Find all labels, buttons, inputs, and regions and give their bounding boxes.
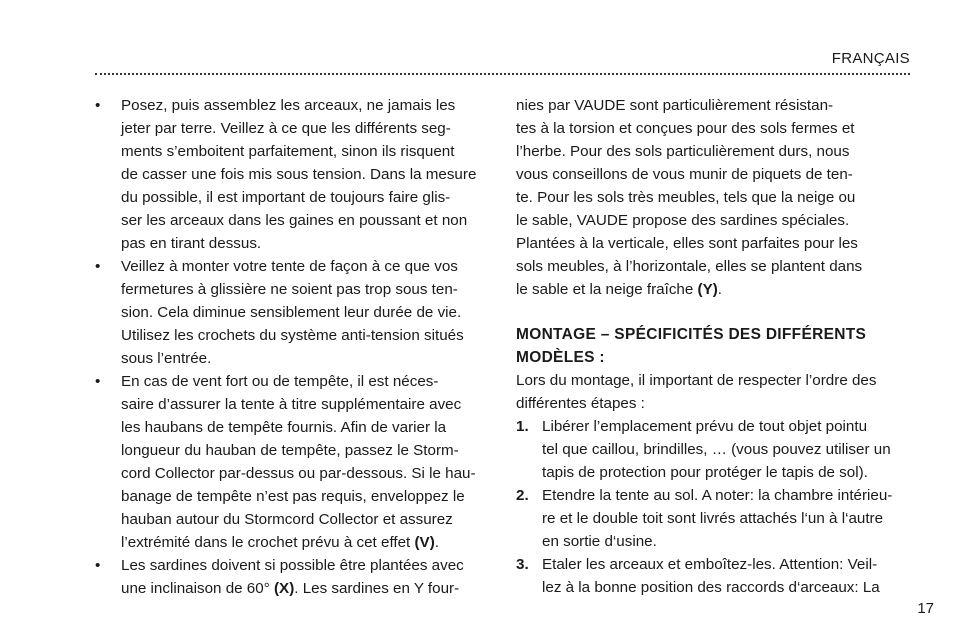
text-line: tel que caillou, brindilles, … (vous pouvez utiliser un: [542, 441, 891, 458]
text-segment: l’extrémité dans le crochet prévu à cet effet: [121, 534, 415, 551]
text-line: En cas de vent fort ou de tempête, il est néces-: [121, 373, 439, 390]
text-line: te. Pour les sols très meubles, tels que la neige ou: [516, 189, 856, 206]
bullet-item: [95, 255, 495, 370]
figure-reference: (Y): [697, 281, 718, 298]
bullet-icon: •: [95, 97, 101, 114]
text-line: [516, 278, 916, 301]
text-segment: .: [434, 534, 439, 551]
text-line: de casser une fois mis sous tension. Dans la mesure: [121, 166, 477, 183]
numbered-step: [516, 415, 916, 484]
text-line: en sortie d‘usine.: [542, 533, 657, 550]
text-line: [121, 577, 495, 600]
bullet-item: [95, 94, 495, 255]
text-line: Posez, puis assemblez les arceaux, ne jamais les: [121, 97, 456, 114]
numbered-step: [516, 553, 916, 599]
text-line: Utilisez les crochets du système anti-tension situés: [121, 327, 464, 344]
text-line: re et le double toit sont livrés attachés l‘un à l‘autre: [542, 510, 884, 527]
text-line: lez à la bonne position des raccords d‘arceaux: La: [542, 579, 880, 596]
text-line: longueur du hauban de tempête, passez le Storm-: [121, 442, 459, 459]
text-line: Etendre la tente au sol. A noter: la chambre intérieu-: [542, 487, 893, 504]
text-line: Les sardines doivent si possible être plantées avec: [121, 557, 464, 574]
figure-reference: (X): [274, 580, 295, 597]
figure-reference: (V): [414, 534, 435, 551]
text-segment: une inclinaison de 60°: [121, 580, 274, 597]
text-line: sous l’entrée.: [121, 350, 212, 367]
text-line: ments s’emboitent parfaitement, sinon ils risquent: [121, 143, 455, 160]
section-heading: [516, 323, 916, 369]
step-number: 3.: [516, 556, 529, 573]
text-line: Veillez à monter votre tente de façon à ce que vos: [121, 258, 458, 275]
text-segment: le sable et la neige fraîche: [516, 281, 698, 298]
dotted-divider: [95, 73, 910, 75]
text-line: le sable, VAUDE propose des sardines spéciales.: [516, 212, 850, 229]
bullet-item: [95, 554, 495, 600]
page-number: 17: [917, 600, 934, 617]
text-line: cord Collector par-dessus ou par-dessous. Si le hau-: [121, 465, 476, 482]
text-line: Plantées à la verticale, elles sont parfaites pour les: [516, 235, 858, 252]
text-line: tapis de protection pour protéger le tapis de sol).: [542, 464, 868, 481]
text-line: jeter par terre. Veillez à ce que les différents seg-: [121, 120, 451, 137]
numbered-step: [516, 484, 916, 553]
bullet-icon: •: [95, 373, 101, 390]
text-segment: . Les sardines en Y four-: [294, 580, 460, 597]
section-intro: [516, 369, 916, 415]
right-column: [516, 94, 916, 599]
text-line: les haubans de tempête fournis. Afin de varier la: [121, 419, 447, 436]
heading-line: MODÈLES :: [516, 349, 605, 366]
text-line: tes à la torsion et conçues pour des sols fermes et: [516, 120, 855, 137]
text-segment: .: [717, 281, 723, 298]
left-column: [95, 94, 495, 600]
text-line: saire d’assurer la tente à titre supplémentaire avec: [121, 396, 462, 413]
text-line: vous conseillons de vous munir de piquets de ten-: [516, 166, 853, 183]
language-label: FRANÇAIS: [831, 50, 910, 67]
bullet-item: [95, 370, 495, 554]
text-line: sols meubles, à l’horizontale, elles se plantent dans: [516, 258, 863, 275]
text-line: Etaler les arceaux et emboîtez-les. Attention: Veil-: [542, 556, 878, 573]
step-number: 1.: [516, 418, 529, 435]
text-line: banage de tempête n’est pas requis, enveloppez le: [121, 488, 465, 505]
text-line: l’herbe. Pour des sols particulièrement durs, nous: [516, 143, 850, 160]
bullet-icon: •: [95, 258, 101, 275]
step-number: 2.: [516, 487, 529, 504]
text-line: ser les arceaux dans les gaines en poussant et non: [121, 212, 468, 229]
text-line: nies par VAUDE sont particulièrement résistan-: [516, 97, 834, 114]
text-line: hauban autour du Stormcord Collector et assurez: [121, 511, 453, 528]
text-line: du possible, il est important de toujours faire glis-: [121, 189, 451, 206]
text-line: [121, 531, 495, 554]
bullet-icon: •: [95, 557, 101, 574]
text-line: fermetures à glissière ne soient pas trop sous ten-: [121, 281, 458, 298]
heading-line: MONTAGE – SPÉCIFICITÉS DES DIFFÉRENTS: [516, 326, 867, 343]
text-line: Lors du montage, il important de respecter l’ordre des: [516, 372, 877, 389]
text-line: sion. Cela diminue sensiblement leur durée de vie.: [121, 304, 462, 321]
text-line: pas en tirant dessus.: [121, 235, 262, 252]
continuation-paragraph: [516, 94, 916, 301]
text-line: Libérer l’emplacement prévu de tout objet pointu: [542, 418, 868, 435]
text-line: différentes étapes :: [516, 395, 645, 412]
